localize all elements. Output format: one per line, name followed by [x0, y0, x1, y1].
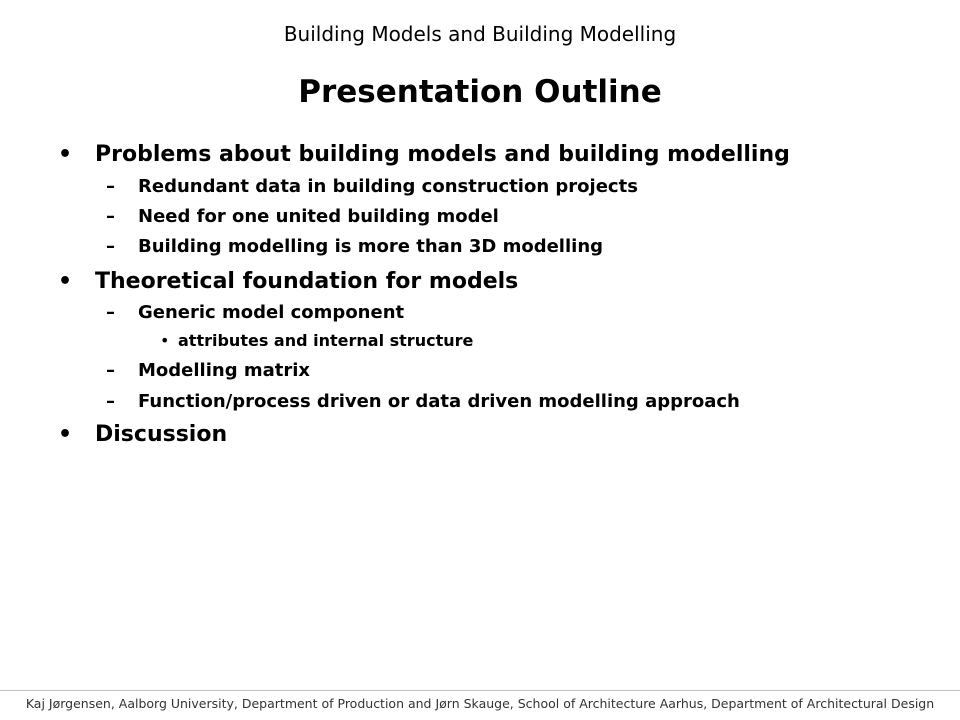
- outline-item-label: Problems about building models and building modelling: [95, 142, 790, 167]
- outline-subsubitem-label: attributes and internal structure: [178, 331, 474, 350]
- dash-marker: –: [106, 302, 115, 323]
- bullet-marker: •: [160, 331, 170, 350]
- slide-header: Building Models and Building Modelling: [283, 22, 677, 46]
- slide-title: Presentation Outline: [298, 74, 662, 110]
- outline-subitem-label: Need for one united building model: [138, 206, 499, 227]
- dash-marker: –: [106, 391, 115, 412]
- outline-subitem-label: Building modelling is more than 3D modelling: [138, 236, 604, 257]
- dash-marker: –: [106, 360, 115, 381]
- bullet-marker: •: [58, 269, 73, 294]
- outline-item-label: Theoretical foundation for models: [95, 269, 519, 294]
- bullet-marker: •: [58, 422, 73, 447]
- outline-item-label: Discussion: [95, 422, 228, 447]
- bullet-marker: •: [58, 142, 73, 167]
- slide-footer: Kaj Jørgensen, Aalborg University, Department of Production and Jørn Skauge, School of Architecture Aarhus, Department of Architectural Design: [25, 696, 935, 711]
- outline-subitem-label: Generic model component: [138, 302, 405, 323]
- dash-marker: –: [106, 206, 115, 227]
- dash-marker: –: [106, 176, 115, 197]
- outline-subitem-label: Redundant data in building construction projects: [138, 176, 638, 197]
- outline-subitem-label: Function/process driven or data driven modelling approach: [138, 391, 740, 412]
- dash-marker: –: [106, 236, 115, 257]
- footer-divider: [0, 690, 960, 691]
- outline-subitem-label: Modelling matrix: [138, 360, 311, 381]
